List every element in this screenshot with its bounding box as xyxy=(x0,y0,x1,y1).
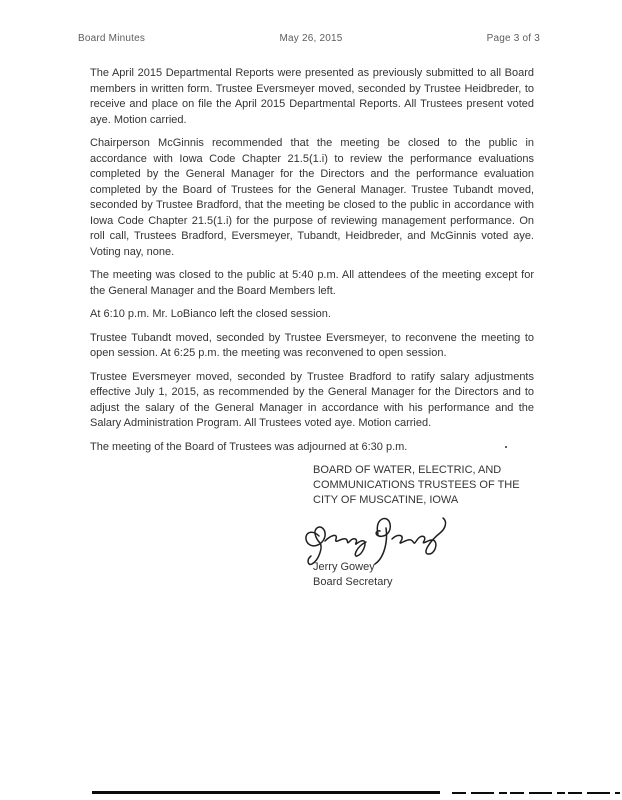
minutes-body xyxy=(90,66,534,590)
header-document-title: Board Minutes xyxy=(78,33,146,44)
scan-artifact-dot xyxy=(505,446,507,448)
paragraph-departmental-reports: The April 2015 Departmental Reports were presented as previously submitted to all Board members in written form. Trustee Eversmeyer moved, seconded by Trustee Heidbreder, to receive and place on file the April 2015 Departmental Reports. All Trustees present voted aye. Motion carried. xyxy=(90,67,534,126)
signature-organization xyxy=(313,463,534,508)
signature-block xyxy=(313,463,534,590)
org-line-1: BOARD OF WATER, ELECTRIC, AND xyxy=(313,464,502,476)
signer-title: Board Secretary xyxy=(313,576,393,588)
org-line-2: COMMUNICATIONS TRUSTEES OF THE xyxy=(313,479,520,491)
paragraph-loblanco-left: At 6:10 p.m. Mr. LoBianco left the closed session. xyxy=(90,308,331,320)
paragraph-adjournment: The meeting of the Board of Trustees was adjourned at 6:30 p.m. xyxy=(90,440,408,453)
page-header xyxy=(0,33,622,47)
scan-artifact-line-solid xyxy=(92,791,440,794)
signer-name: Jerry Gowey xyxy=(313,561,375,573)
paragraph-reconvene: Trustee Tubandt moved, seconded by Trustee Eversmeyer, to reconvene the meeting to open session. At 6:25 p.m. the meeting was reconvened to open session. xyxy=(90,331,534,359)
scan-artifact-line-dashed xyxy=(452,792,620,794)
paragraph-meeting-closed: The meeting was closed to the public at 5:40 p.m. All attendees of the meeting except for the General Manager and the Board Members left. xyxy=(90,269,534,297)
org-line-3: CITY OF MUSCATINE, IOWA xyxy=(313,494,459,506)
header-date: May 26, 2015 xyxy=(279,33,343,44)
header-page-number: Page 3 of 3 xyxy=(486,33,540,44)
paragraph-salary-adjustments: Trustee Eversmeyer moved, seconded by Trustee Bradford to ratify salary adjustments effective July 1, 2015, as recommended by the General Manager for the Directors and to adjust the salary of the General Manager in accordance with his performance and the Salary Administration Program. All Trustees voted aye. Motion carried. xyxy=(90,370,534,429)
paragraph-closed-session-motion: Chairperson McGinnis recommended that the meeting be closed to the public in accordance with Iowa Code Chapter 21.5(1.i) to review the performance evaluations completed by the General Manager for the Directors and the performance evaluation completed by the Board of Trustees for the General Manager. Trustee Tubandt moved, seconded by Trustee Bradford, that the meeting be closed to the public in accordance with Iowa Code Chapter 21.5(1.i) for the purpose of reviewing management performance. On roll call, Trustees Bradford, Eversmeyer, Tubandt, Heidbreder, and McGinnis voted aye. Voting nay, none. xyxy=(90,137,534,258)
